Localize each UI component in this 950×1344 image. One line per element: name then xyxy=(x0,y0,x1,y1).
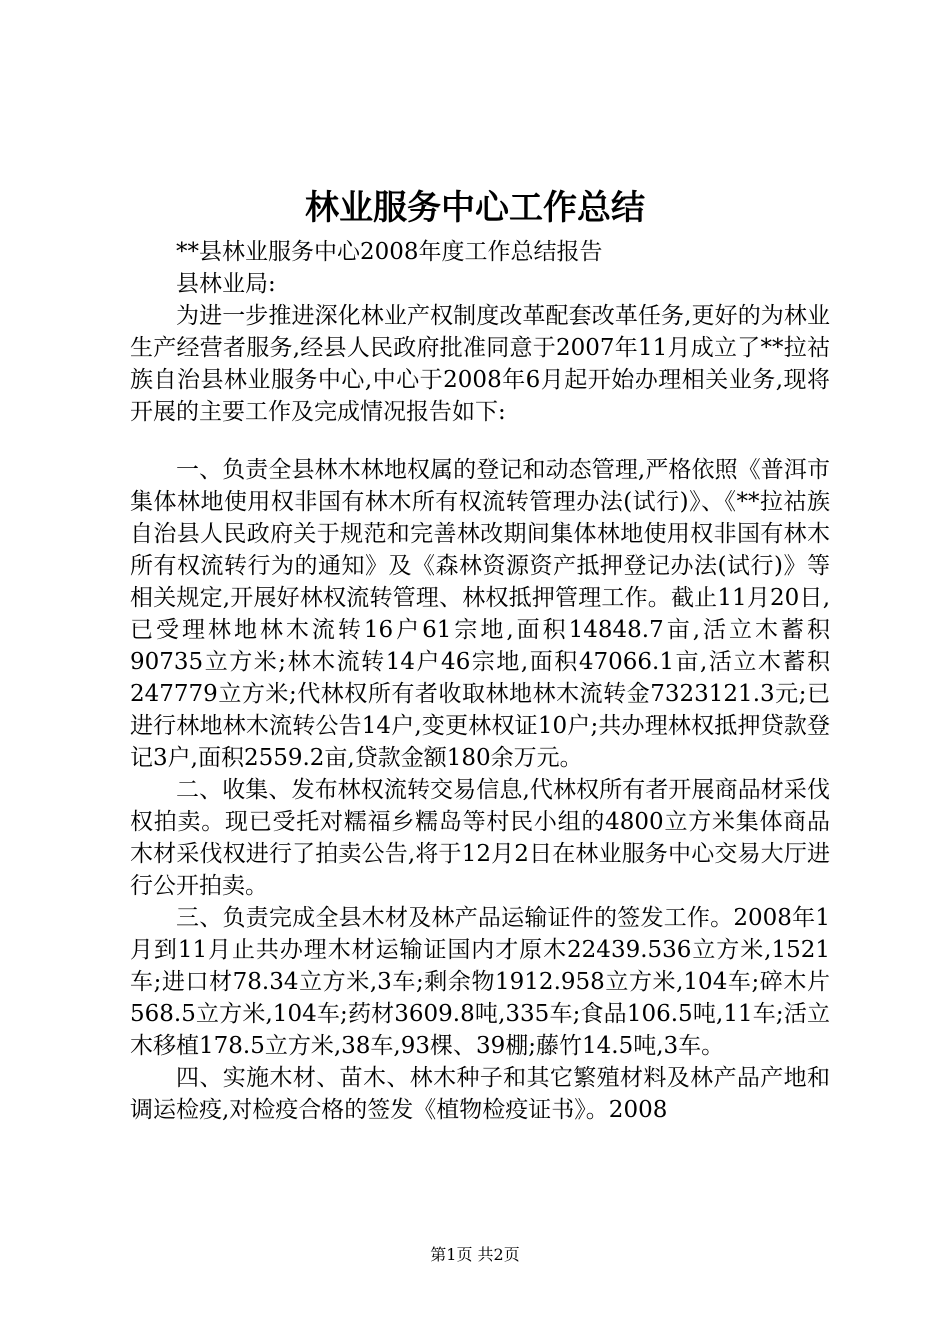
report-subtitle: **县林业服务中心2008年度工作总结报告 xyxy=(176,239,603,265)
paragraph-1: 一、负责全县林木林地权属的登记和动态管理,严格依照《普洱市集体林地使用权非国有林木所有权流转管理办法(试行)》、《**拉祜族自治县人民政府关于规范和完善林改期间集体林地使用权非国有林木所有权流转行为的通知》及《森林资源资产抵押登记办法(试行)》等相关规定,开展好林权流转管理、林权抵押管理工作。截止11月20日,已受理林地林木流转16户61宗地,面积14848.7亩,活立木蓄积90735立方米;林木流转14户46宗地,面积47066.1亩,活立木蓄积247779立方米;代林权所有者收取林地林木流转金7323121.3元;已进行林地林木流转公告14户,变更林权证10户;共办理林权抵押贷款登记3户,面积2559.2亩,贷款金额180余万元。 xyxy=(130,457,830,771)
document-title: 林业服务中心工作总结 xyxy=(305,188,645,228)
document-body xyxy=(130,236,830,1126)
paragraph-3: 三、负责完成全县木材及林产品运输证件的签发工作。2008年1月到11月止共办理木材运输证国内才原木22439.536立方米,1521车;进口材78.34立方米,3车;剩余物1912.958立方米,104车;碎木片568.5立方米,104车;药材3609.8吨,335车;食品106.5吨,11车;活立木移植178.5立方米,38车,93棵、39棚;藤竹14.5吨,3车。 xyxy=(130,905,830,1059)
paragraph-intro: 为进一步推进深化林业产权制度改革配套改革任务,更好的为林业生产经营者服务,经县人民政府批准同意于2007年11月成立了**拉祜族自治县林业服务中心,中心于2008年6月起开始办理相关业务,现将开展的主要工作及完成情况报告如下: xyxy=(130,303,830,425)
salutation: 县林业局: xyxy=(176,271,276,297)
paragraph-spacer xyxy=(130,428,830,454)
page-footer: 第1页 共2页 xyxy=(430,1245,520,1264)
paragraph-2: 二、收集、发布林权流转交易信息,代林权所有者开展商品材采伐权拍卖。现已受托对糯福乡糯岛等村民小组的4800立方米集体商品木材采伐权进行了拍卖公告,将于12月2日在林业服务中心交易大厅进行公开拍卖。 xyxy=(130,777,830,899)
paragraph-4: 四、实施木材、苗木、林木种子和其它繁殖材料及林产品产地和调运检疫,对检疫合格的签发《植物检疫证书》。2008 xyxy=(130,1065,830,1123)
